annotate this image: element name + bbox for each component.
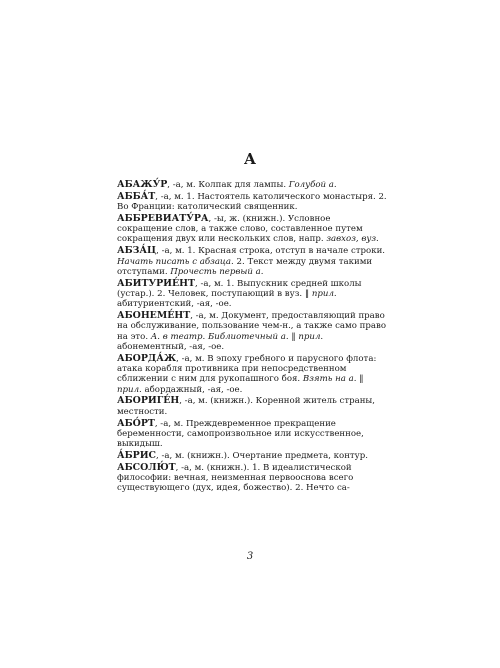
entry-definition: , -а, м. (книжн.). 1. В идеалистической философии: вечная, неизменная первооснова всего существующего (дух, идея, божество). 2. Нечто са- — [117, 462, 354, 494]
entry-definition: абонементный, -ая, -ое. — [117, 341, 225, 352]
entry-definition: абордажный, -ая, -ое. — [141, 384, 243, 395]
dictionary-entry — [117, 214, 387, 245]
entry-definition: абитуриентский, -ая, -ое. — [117, 299, 232, 310]
entry-definition: , -а, м. 1. Красная строка, отступ в начале строки. — [156, 246, 386, 257]
dictionary-entry — [117, 463, 387, 494]
entry-definition: , -а, м. (книжн.). Коренной житель страны, местности. — [117, 396, 376, 417]
entry-headword: АБОРИГЕ́Н — [117, 395, 180, 407]
entry-definition: , -а, м. В эпоху гребного и парусного флота: атака корабля противника при непосредственном сближении с ним для рукопашного боя. — [117, 353, 377, 385]
entry-example: А. в театр. Библиотечный а. — [150, 331, 289, 342]
entry-example: Прочесть первый а. — [170, 266, 264, 277]
page-number: 3 — [246, 551, 254, 562]
entry-example: прил. — [117, 384, 142, 395]
entry-definition: , -ы, ж. (книжн.). Условное сокращение слов, а также слово, составленное путем сокращения двух или нескольких слов, напр. — [117, 213, 363, 245]
dictionary-entry — [117, 311, 387, 352]
dictionary-entry — [117, 396, 387, 417]
entry-example: Голубой а. — [288, 180, 337, 190]
entry-definition: , -а, м. Колпак для лампы. — [167, 180, 289, 190]
entry-example: Начать писать с абзаца. — [117, 256, 234, 267]
dictionary-entry — [117, 451, 387, 461]
entry-headword: АБО́РТ — [117, 417, 155, 429]
dictionary-entry — [117, 246, 387, 277]
entry-headword: А́БРИС — [117, 449, 157, 461]
dictionary-entry — [117, 354, 387, 395]
section-letter: А — [243, 150, 257, 168]
entry-headword: АБАЖУ́Р — [117, 179, 168, 190]
entry-definition: , -а, м. Преждевременное прекращение беременности, самопроизвольное или искусственное, выкидыш. — [117, 418, 364, 450]
entry-definition: , -а, м. 1. Выпускник средней школы (устар.). 2. Человек, поступающий в вуз. ‖ — [117, 278, 362, 299]
entry-headword: АБОНЕМЕ́НТ — [117, 310, 191, 322]
dictionary-entry — [117, 279, 387, 310]
dictionary-entry — [117, 192, 387, 213]
entry-example: Взять на а. — [302, 374, 357, 385]
entry-definition: , -а, м. 1. Настоятель католического монастыря. 2. Во Франции: католический священник. — [117, 191, 387, 213]
entry-headword: АБОРДА́Ж — [117, 352, 177, 364]
entry-definition: ‖ — [356, 374, 364, 385]
entries-list — [117, 180, 387, 495]
entry-headword: АБИТУРИЕ́НТ — [117, 277, 195, 289]
entry-headword: АББА́Т — [117, 190, 156, 202]
entry-definition: , -а, м. Документ, предоставляющий право на обслуживание, пользование чем-н., а также само право на это. — [117, 311, 386, 342]
entry-example: прил. — [311, 288, 337, 299]
entry-headword: АББРЕВИАТУ́РА — [117, 212, 209, 224]
entry-definition: ‖ — [288, 331, 299, 342]
entry-example: прил. — [298, 331, 324, 342]
entry-definition: , -а, м. (книжн.). Очертание предмета, контур. — [156, 450, 368, 461]
entry-headword: АБЗА́Ц — [117, 245, 157, 257]
entry-definition: 2. Текст между двумя такими отступами. — [117, 256, 373, 277]
dictionary-entry — [117, 419, 387, 450]
dictionary-entry — [117, 180, 387, 190]
entry-example: завхоз, вуз. — [326, 234, 379, 245]
entry-headword: АБСОЛЮ́Т — [117, 461, 176, 473]
